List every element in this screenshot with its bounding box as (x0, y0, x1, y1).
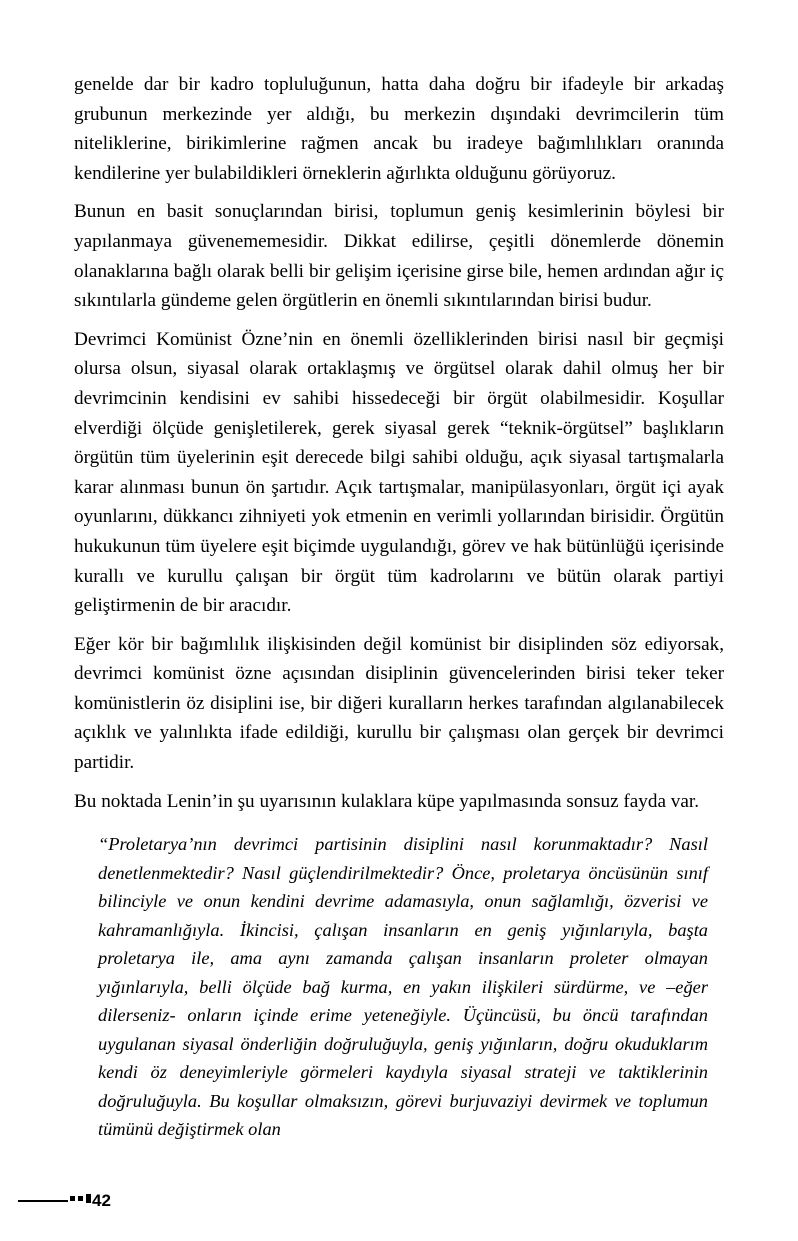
footer-dot-icon (86, 1194, 91, 1203)
footer-dots-ornament (70, 1194, 91, 1203)
page-number: 42 (92, 1191, 111, 1210)
paragraph: Eğer kör bir bağımlılık ilişkisinden değil komünist bir disiplinden söz ediyorsak, devrimci komünist özne açısından disiplinin güvencelerinden birisi teker teker komünistlerin öz disiplini ise, bir diğeri kuralların herkes tarafından algılanabilecek açıklık ve yalınlıkta ifade edildiği, kurullu bir çalışması olan gerçek bir devrimci partidir. (74, 633, 724, 774)
paragraph: genelde dar bir kadro topluluğunun, hatta daha doğru bir ifadeyle bir arkadaş grubunun merkezinde yer aldığı, bu merkezin dışındaki devrimcilerin tüm niteliklerine, birikimlerine rağmen ancak bu iradeye bağımlılıkları oranında kendilerine yer bulabildikleri örneklerin ağırlıkta olduğunu görüyoruz. (74, 74, 724, 184)
footer-dot-icon (78, 1196, 83, 1201)
quote-text: “Proletarya’nın devrimci partisinin disiplini nasıl korunmaktadır? Nasıl denetlenmektedir? Nasıl güçlendirilmektedir? Önce, proletarya öncüsünün sınıf bilinciyle ve onun kendini devrime adamasıyla, onun sağlamlığı, özverisi ve kahramanlığıyla. İkincisi, çalışan insanların en geniş yığınlarıyla, başta proletarya ile, ama aynı zamanda çalışan insanların proleter olmayan yığınlarıyla, belli ölçüde bağ kurma, en yakın ilişkileri sürdürme, ve –eğer dilerseniz- onların içinde erime yeteneğiyle. Üçüncüsü, bu öncü tarafından uygulanan siyasal önderliğin doğruluğuyla, geniş yığınların, doğru okuduklarım kendi öz deneyimleriyle görmeleri kaydıyla siyasal strateji ve taktiklerinin doğruluğuyla. Bu koşullar olmaksızın, görevi burjuvaziyi devirmek ve toplumun tümünü değiştirmek olan (98, 834, 708, 1140)
footer-dot-icon (70, 1196, 75, 1201)
blockquote (98, 830, 708, 1144)
page-body (74, 70, 724, 1144)
paragraph: Bu noktada Lenin’in şu uyarısının kulaklara küpe yapılmasında sonsuz fayda var. (74, 790, 700, 812)
paragraph: Devrimci Komünist Özne’nin en önemli özelliklerinden birisi nasıl bir geçmişi olursa olsun, siyasal olarak ortaklaşmış ve örgütsel olarak dahil olmuş her bir devrimcinin kendisini ev sahibi hissedeceği bir örgüt olabilmesidir. Koşullar elverdiği ölçüde genişletilerek, gerek siyasal gerek “teknik-örgütsel” başlıkların örgütün tüm üyelerinin eşit derecede bilgi sahibi olduğu, açık siyasal tartışmalarla karar alınması bunun ön şartıdır. Açık tartışmalar, manipülasyonları, örgüt içi ayak oyunlarını, dükkancı zihniyeti yok etmenin en verimli yollarından birisidir. Örgütün hukukunun tüm üyelere eşit biçimde uygulandığı, görev ve hak bütünlüğü içerisinde kurallı ve kurullu çalışan bir örgüt tüm kadrolarını ve bütün olarak partiyi geliştirmenin de bir aracıdır. (74, 328, 724, 617)
page-footer (18, 1188, 778, 1228)
footer-rule (18, 1200, 68, 1202)
paragraph: Bunun en basit sonuçlarından birisi, toplumun geniş kesimlerinin böylesi bir yapılanmaya güvenememesidir. Dikkat edilirse, çeşitli dönemlerde dönemin olanaklarına bağlı olarak belli bir gelişim içerisine girse bile, hemen ardından ağır iç sıkıntılarla gündeme gelen örgütlerin en önemli sıkıntılarından birisi budur. (74, 201, 724, 312)
